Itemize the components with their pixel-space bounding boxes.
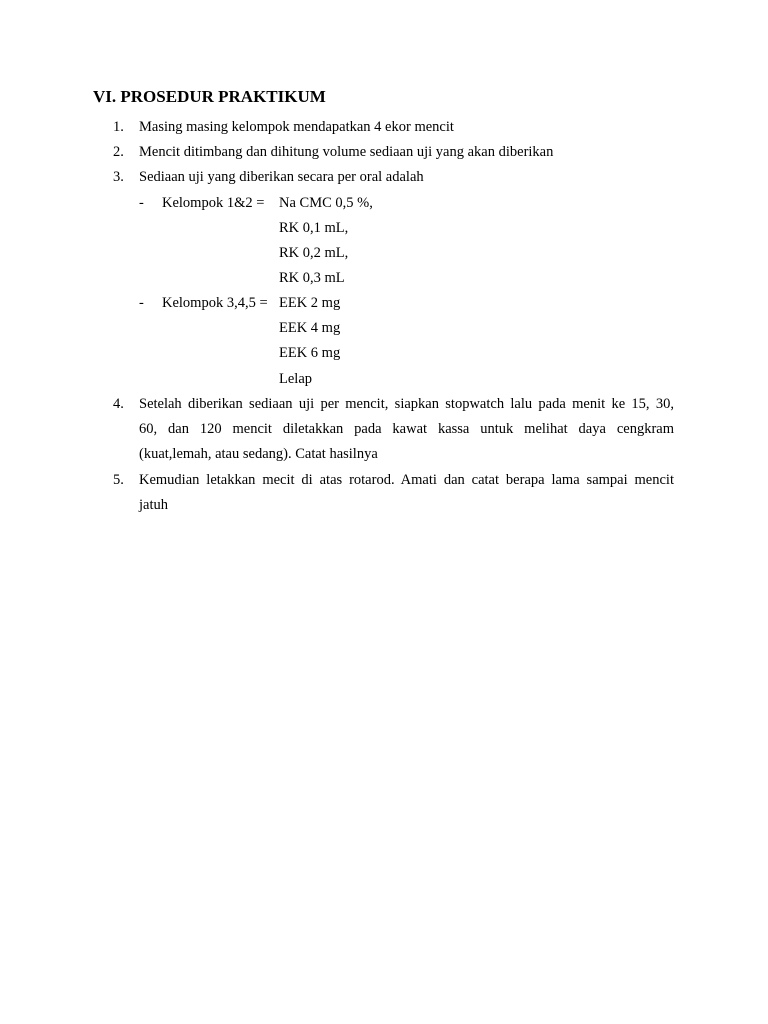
list-text-line: jatuh bbox=[139, 497, 168, 513]
list-number: 1. bbox=[113, 119, 124, 135]
list-number: 3. bbox=[113, 169, 124, 185]
group-value: EEK 2 mg bbox=[279, 295, 341, 311]
group-value: EEK 6 mg bbox=[279, 345, 341, 361]
list-text: Sediaan uji yang diberikan secara per oral adalah bbox=[139, 169, 424, 185]
list-text: Masing masing kelompok mendapatkan 4 ekor mencit bbox=[139, 119, 454, 135]
list-text-line: (kuat,lemah, atau sedang). Catat hasilnya bbox=[139, 446, 378, 462]
list-number: 5. bbox=[113, 472, 124, 488]
group-value: RK 0,1 mL, bbox=[279, 220, 349, 236]
group-value: EEK 4 mg bbox=[279, 320, 341, 336]
list-number: 4. bbox=[113, 396, 124, 412]
section-heading: VI. PROSEDUR PRAKTIKUM bbox=[93, 87, 326, 106]
group-label: Kelompok 3,4,5 = bbox=[162, 295, 268, 311]
list-text-line: Setelah diberikan sediaan uji per mencit, siapkan stopwatch lalu pada menit ke 15, 30, bbox=[139, 396, 674, 412]
group-label: Kelompok 1&2 = bbox=[162, 195, 265, 211]
list-text-line: 60, dan 120 mencit diletakkan pada kawat kassa untuk melihat daya cengkram bbox=[139, 421, 674, 437]
group-value: Lelap bbox=[279, 371, 313, 387]
list-number: 2. bbox=[113, 144, 124, 160]
list-text: Mencit ditimbang dan dihitung volume sediaan uji yang akan diberikan bbox=[139, 144, 554, 160]
group-value: Na CMC 0,5 %, bbox=[279, 195, 373, 211]
list-text-line: Kemudian letakkan mecit di atas rotarod. Amati dan catat berapa lama sampai mencit bbox=[139, 472, 674, 488]
bullet-dash: - bbox=[139, 195, 144, 211]
group-value: RK 0,2 mL, bbox=[279, 245, 349, 261]
bullet-dash: - bbox=[139, 295, 144, 311]
group-value: RK 0,3 mL bbox=[279, 270, 345, 286]
